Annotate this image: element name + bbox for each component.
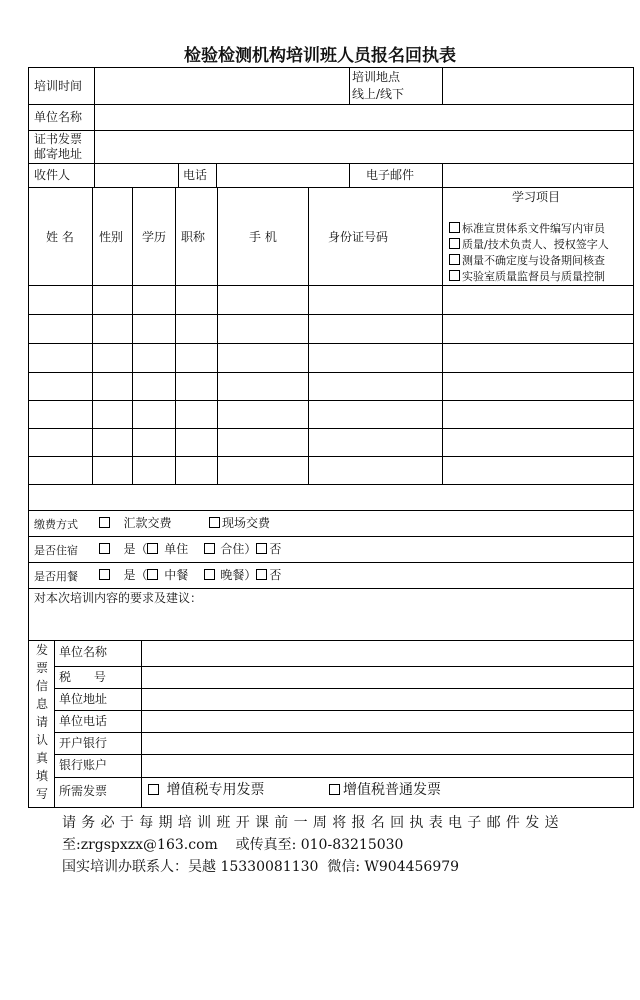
invoice-normal-option[interactable]: 增值税普通发票	[329, 782, 441, 799]
invoice-unit-name-label: 单位名称	[59, 645, 108, 659]
checkbox-icon[interactable]	[449, 254, 460, 265]
place-mode-label: 线上/线下	[352, 87, 405, 101]
invoice-account-label: 银行账户	[59, 758, 108, 772]
unit-name-label: 单位名称	[34, 110, 83, 124]
invoice-type-label: 所需发票	[59, 784, 108, 798]
invoice-bank-label: 开户银行	[59, 736, 108, 750]
checkbox-icon[interactable]	[99, 569, 110, 580]
checkbox-icon[interactable]	[209, 517, 220, 528]
footer-line-2: 至:zrgspxzx@163.com 或传真至: 010-83215030	[62, 837, 404, 853]
checkbox-icon[interactable]	[256, 543, 267, 554]
checkbox-icon[interactable]	[99, 517, 110, 528]
invoice-special-option[interactable]: 增值税专用发票	[148, 782, 264, 799]
checkbox-icon[interactable]	[147, 543, 158, 554]
training-time-label: 培训时间	[34, 79, 83, 93]
project-option-2[interactable]: 质量/技术负责人、授权签字人	[449, 237, 609, 252]
footer-line-1: 请务必于每期培训班开课前一周将报名回执表电子邮件发送	[62, 815, 564, 831]
page-title: 检验检测机构培训班人员报名回执表	[184, 46, 456, 66]
col-title: 职称	[181, 230, 206, 244]
project-option-1[interactable]: 标准宣贯体系文件编写内审员	[449, 221, 605, 236]
col-mobile: 手 机	[249, 230, 277, 244]
training-place-label: 培训地点	[352, 70, 401, 84]
lodging-label: 是否住宿	[34, 544, 78, 557]
lodging-options[interactable]: 是（ 单住 合住） 否	[99, 542, 281, 557]
recipient-label: 收件人	[34, 168, 71, 182]
checkbox-icon[interactable]	[147, 569, 158, 580]
checkbox-icon[interactable]	[204, 543, 215, 554]
meals-options[interactable]: 是（ 中餐 晚餐） 否	[99, 568, 281, 583]
payment-remit-option[interactable]: 汇款交费	[99, 516, 171, 531]
cert-address-label-2: 邮寄地址	[34, 147, 83, 161]
project-option-3[interactable]: 测量不确定度与设备期间核查	[449, 253, 605, 268]
checkbox-icon[interactable]	[256, 569, 267, 580]
invoice-unit-addr-label: 单位地址	[59, 692, 108, 706]
email-label: 电子邮件	[366, 168, 415, 182]
payment-onsite-option[interactable]: 现场交费	[209, 516, 270, 531]
invoice-tax-no-label: 税 号	[59, 670, 106, 684]
checkbox-icon[interactable]	[329, 784, 340, 795]
checkbox-icon[interactable]	[449, 270, 460, 281]
col-education: 学历	[142, 230, 167, 244]
col-name: 姓 名	[46, 230, 74, 244]
checkbox-icon[interactable]	[449, 222, 460, 233]
cert-address-label-1: 证书发票	[34, 132, 83, 146]
checkbox-icon[interactable]	[99, 543, 110, 554]
project-option-4[interactable]: 实验室质量监督员与质量控制	[449, 269, 605, 284]
checkbox-icon[interactable]	[204, 569, 215, 580]
col-id-number: 身份证号码	[328, 230, 389, 244]
col-gender: 性别	[99, 230, 124, 244]
meals-label: 是否用餐	[34, 570, 78, 583]
checkbox-icon[interactable]	[449, 238, 460, 249]
checkbox-icon[interactable]	[148, 784, 159, 795]
footer-line-3: 国实培训办联系人：吴越 15330081130 微信: W904456979	[62, 859, 460, 875]
phone-label: 电话	[183, 168, 208, 182]
suggestion-label: 对本次培训内容的要求及建议：	[34, 591, 203, 605]
payment-label: 缴费方式	[34, 518, 78, 531]
invoice-unit-phone-label: 单位电话	[59, 714, 108, 728]
col-projects: 学习项目	[512, 190, 561, 204]
